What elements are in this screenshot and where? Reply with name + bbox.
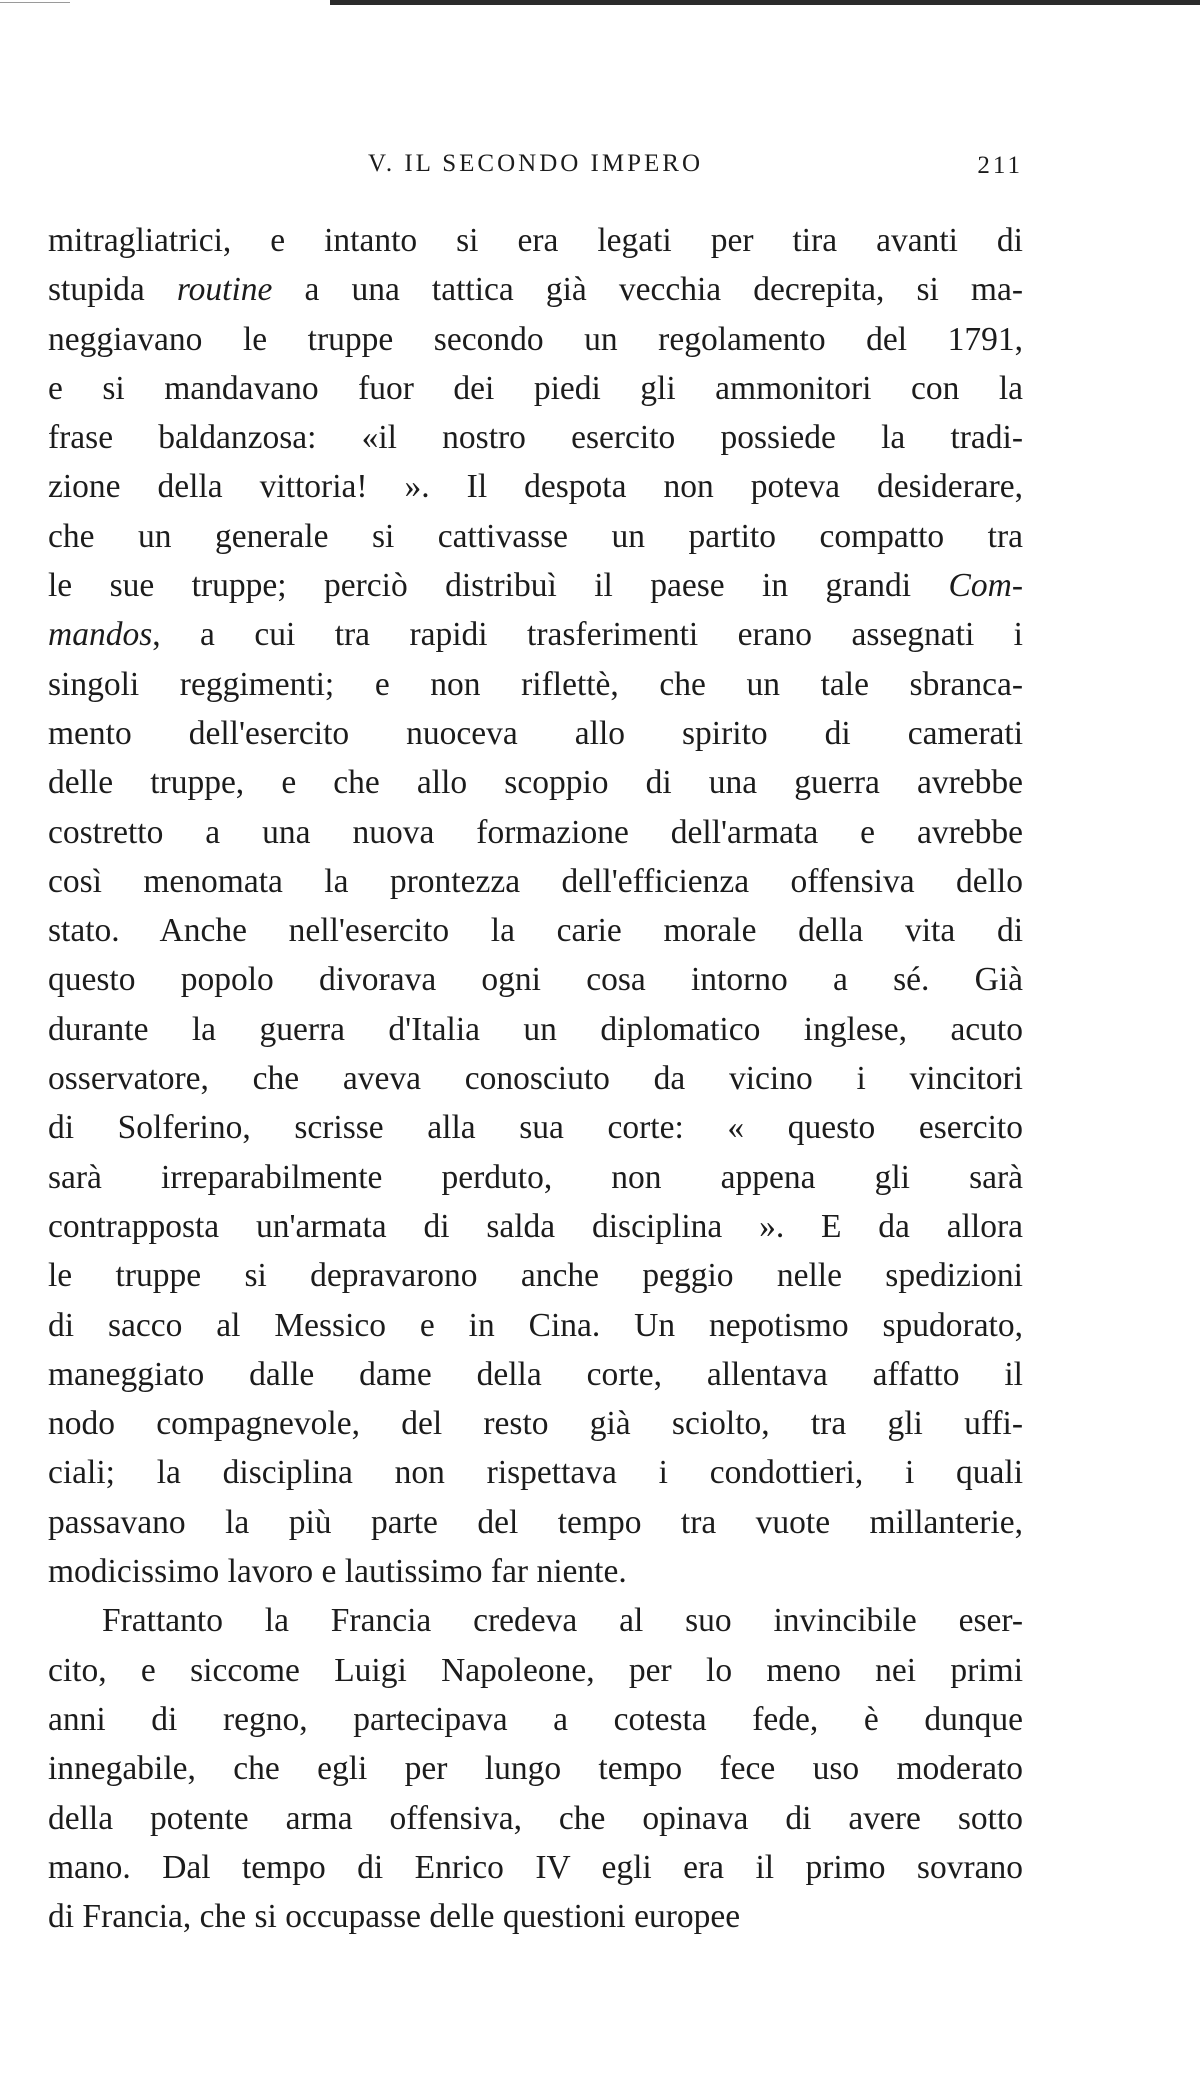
text-line (48, 1005, 1023, 1054)
text-run: mano. Dal tempo di Enrico IV egli era il primo sovrano (48, 1848, 1023, 1886)
text-run: zione della vittoria! ». Il despota non poteva desiderare, (48, 468, 1023, 506)
text-run: nodo compagnevole, del resto già sciolto, tra gli uffi- (48, 1405, 1023, 1443)
text-run: questo popolo divorava ogni cosa intorno a sé. Già (48, 961, 1023, 999)
text-run: modicissimo lavoro e lautissimo far niente. (48, 1553, 627, 1591)
text-line (48, 1547, 1023, 1596)
text-run: contrapposta un'armata di salda disciplina ». E da allora (48, 1207, 1023, 1245)
text-line (48, 1892, 1023, 1941)
text-line (48, 1350, 1023, 1399)
text-run: a una tattica già vecchia decrepita, si ma- (272, 271, 1023, 309)
text-run: sarà irreparabilmente perduto, non appena gli sarà (48, 1158, 1023, 1196)
text-run: così menomata la prontezza dell'efficienza offensiva dello (48, 862, 1023, 900)
text-line (48, 1498, 1023, 1547)
text-run: della potente arma offensiva, che opinava di avere sotto (48, 1799, 1023, 1837)
text-line (48, 1399, 1023, 1448)
page-top-shadow (330, 0, 1200, 5)
text-run: mento dell'esercito nuoceva allo spirito di camerati (48, 714, 1023, 752)
text-run: stupida (48, 271, 177, 309)
text-line (48, 758, 1023, 807)
page-top-edge-mark (0, 2, 70, 3)
text-line (48, 1794, 1023, 1843)
italic-run: mandos (48, 616, 153, 654)
text-run: ciali; la disciplina non rispettava i condottieri, i quali (48, 1454, 1023, 1492)
text-line (48, 315, 1023, 364)
text-line (48, 709, 1023, 758)
text-run: innegabile, che egli per lungo tempo fece uso moderato (48, 1750, 1023, 1788)
text-run: neggiavano le truppe secondo un regolamento del 1791, (48, 320, 1023, 358)
chapter-title: V. IL SECONDO IMPERO (367, 150, 704, 177)
text-line (48, 364, 1023, 413)
text-run: di sacco al Messico e in Cina. Un nepotismo spudorato, (48, 1306, 1023, 1344)
text-run: le sue truppe; perciò distribuì il paese in grandi (48, 567, 949, 605)
text-run: che un generale si cattivasse un partito compatto tra (48, 517, 1023, 555)
text-line (48, 660, 1023, 709)
page-number: 211 (977, 152, 1023, 179)
text-run: e si mandavano fuor dei piedi gli ammonitori con la (48, 369, 1023, 407)
text-line (48, 955, 1023, 1004)
text-line (48, 462, 1023, 511)
text-run: , a cui tra rapidi trasferimenti erano assegnati i (152, 616, 1023, 654)
text-line (48, 413, 1023, 462)
text-run: stato. Anche nell'esercito la carie morale della vita di (48, 912, 1023, 950)
text-run: osservatore, che aveva conosciuto da vicino i vincitori (48, 1060, 1023, 1098)
text-run: delle truppe, e che allo scoppio di una guerra avrebbe (48, 764, 1023, 802)
text-line (48, 561, 1023, 610)
text-run: durante la guerra d'Italia un diplomatico inglese, acuto (48, 1010, 1023, 1048)
italic-run: Com- (948, 567, 1023, 605)
text-run: anni di regno, partecipava a cotesta fede, è dunque (48, 1700, 1023, 1738)
body-text (48, 216, 1023, 1941)
text-run: costretto a una nuova formazione dell'armata e avrebbe (48, 813, 1023, 851)
text-line (48, 857, 1023, 906)
text-run: maneggiato dalle dame della corte, allentava affatto il (48, 1355, 1023, 1393)
text-run: passavano la più parte del tempo tra vuote millanterie, (48, 1503, 1023, 1541)
text-run: singoli reggimenti; e non riflettè, che un tale sbranca- (48, 665, 1023, 703)
text-run: di Solferino, scrisse alla sua corte: « questo esercito (48, 1109, 1023, 1147)
text-line (48, 1301, 1023, 1350)
text-line (48, 512, 1023, 561)
text-line (48, 1202, 1023, 1251)
book-page (48, 140, 1023, 2040)
running-head (48, 140, 1023, 190)
text-run: Frattanto la Francia credeva al suo invincibile eser- (102, 1602, 1023, 1640)
text-line (48, 1251, 1023, 1300)
text-line (48, 1448, 1023, 1497)
text-line (48, 216, 1023, 265)
text-line (48, 1596, 1023, 1645)
text-run: cito, e siccome Luigi Napoleone, per lo meno nei primi (48, 1651, 1023, 1689)
text-run: frase baldanzosa: «il nostro esercito possiede la tradi- (48, 419, 1023, 457)
text-line (48, 610, 1023, 659)
text-line (48, 1744, 1023, 1793)
text-line (48, 265, 1023, 314)
text-line (48, 1054, 1023, 1103)
text-line (48, 906, 1023, 955)
text-run: di Francia, che si occupasse delle questioni europee (48, 1898, 741, 1936)
text-run: mitragliatrici, e intanto si era legati per tira avanti di (48, 222, 1023, 259)
text-line (48, 1153, 1023, 1202)
text-line (48, 1103, 1023, 1152)
text-line (48, 1695, 1023, 1744)
italic-run: routine (176, 271, 273, 309)
text-line (48, 1646, 1023, 1695)
text-run: le truppe si depravarono anche peggio nelle spedizioni (48, 1257, 1023, 1295)
text-line (48, 1843, 1023, 1892)
text-line (48, 808, 1023, 857)
